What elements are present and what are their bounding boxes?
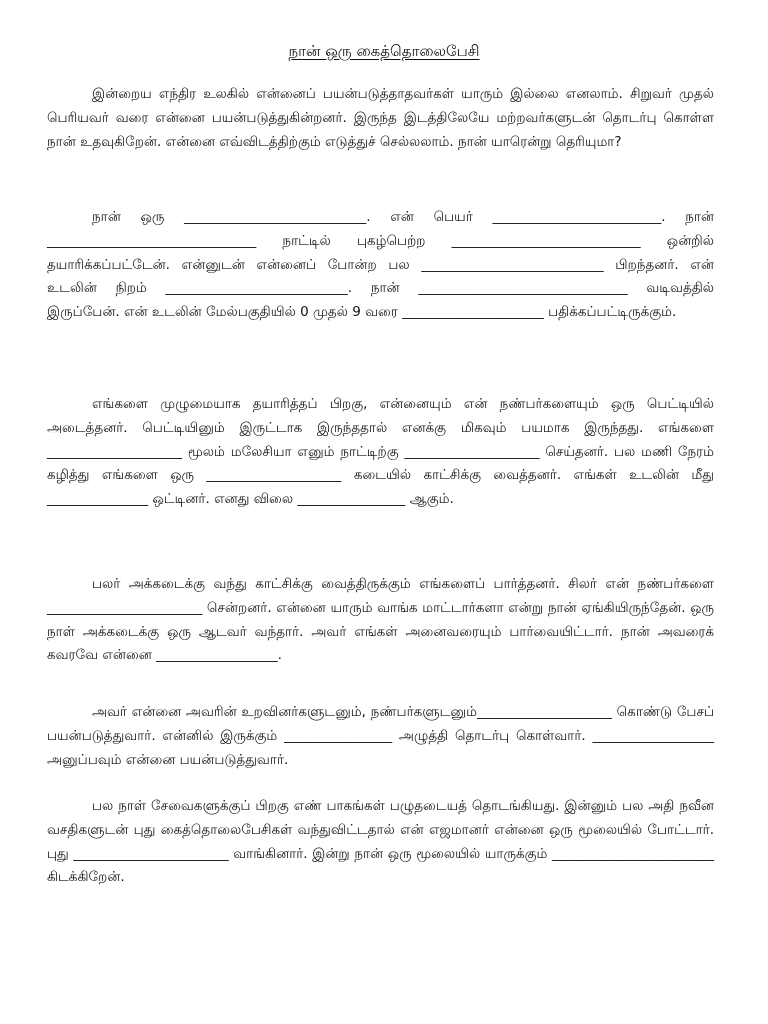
paragraph-shipping: எங்களை முழுமையாக தயாரித்தப் பிறகு, என்னையும் என் நண்பர்களையும் ஒரு பெட்டியில் அடைத்தனர். பெட்டியினும் இருட்டாக இருந்ததால் எனக்கு மிகவும் பயமாக இருந்தது. எங்களை ____________________ மூலம் மலேசியா எனும் நாட்டிற்கு ____________________ செய்தனர். பல மணி நேரம் கழித்து எங்களை ஒரு ____________________ கடையில் காட்சிக்கு வைத்தனர். எங்கள் உடலின் மீது _______________ ஒட்டினர். எனது விலை ________________ ஆகும். <box>47 396 714 508</box>
paragraph-ending: பல நாள் சேவைகளுக்குப் பிறகு எண் பாகங்கள் பழுதடையத் தொடங்கியது. இன்னும் பல அதி நவீன வசதிகளுடன் புது கைத்தொலைபேசிகள் வந்துவிட்டதால் என் எஜமானர் என்னை ஒரு மூலையில் போட்டார். புது _______________________ வாங்கினார். இன்று நான் ஒரு மூலையில் யாருக்கும் ________________________ கிடக்கிறேன். <box>47 798 714 886</box>
title-text: நான் ஒரு கைத்தொலைபேசி <box>288 42 480 60</box>
page-title <box>0 40 768 62</box>
paragraph-intro: இன்றைய எந்திர உலகில் என்னைப் பயன்படுத்தாதவர்கள் யாரும் இல்லை எனலாம். சிறுவர் முதல் பெரியவர் வரை என்னை பயன்படுத்துகின்றனர். இருந்த இடத்திலேயே மற்றவர்களுடன் தொடர்பு கொள்ள நான் உதவுகிறேன். என்னை எவ்விடத்திற்கும் எடுத்துச் செல்லலாம். நான் யாரென்று தெரியுமா? <box>47 86 714 150</box>
paragraph-usage: அவர் என்னை அவரின் உறவினர்களுடனும், நண்பர்களுடனும்____________________ கொண்டு பேசப் பயன்படுத்துவார். என்னில் இருக்கும் ________________ அழுத்தி தொடர்பு கொள்வார். __________________ அனுப்பவும் என்னை பயன்படுத்துவார். <box>47 704 714 768</box>
paragraph-identity: நான் ஒரு ___________________________. என் பெயர் _________________________. நான் _______________________________ நாட்டில் புகழ்பெற்ற ____________________________ ஒன்றில் தயாரிக்கப்பட்டேன். என்னுடன் என்னைப் போன்ற பல ___________________________ பிறந்தனர். என் உடலின் நிறம் ___________________________. நான் _______________________________ வடிவத்தில் இருப்பேன். என் உடலின் மேல்பகுதியில் 0 முதல் 9 வரை _____________________ பதிக்கப்பட்டிருக்கும். <box>47 209 714 321</box>
paragraph-shop: பலர் அக்கடைக்கு வந்து காட்சிக்கு வைத்திருக்கும் எங்களைப் பார்த்தனர். சிலர் என் நண்பர்களை _______________________ சென்றனர். என்னை யாரும் வாங்க மாட்டார்களா என்று நான் ஏங்கியிருந்தேன். ஒரு நாள் அக்கடைக்கு ஒரு ஆடவர் வந்தார். அவர் எங்கள் அனைவரையும் பார்வையிட்டார். நான் அவரைக் கவரவே என்னை __________________. <box>47 576 714 664</box>
